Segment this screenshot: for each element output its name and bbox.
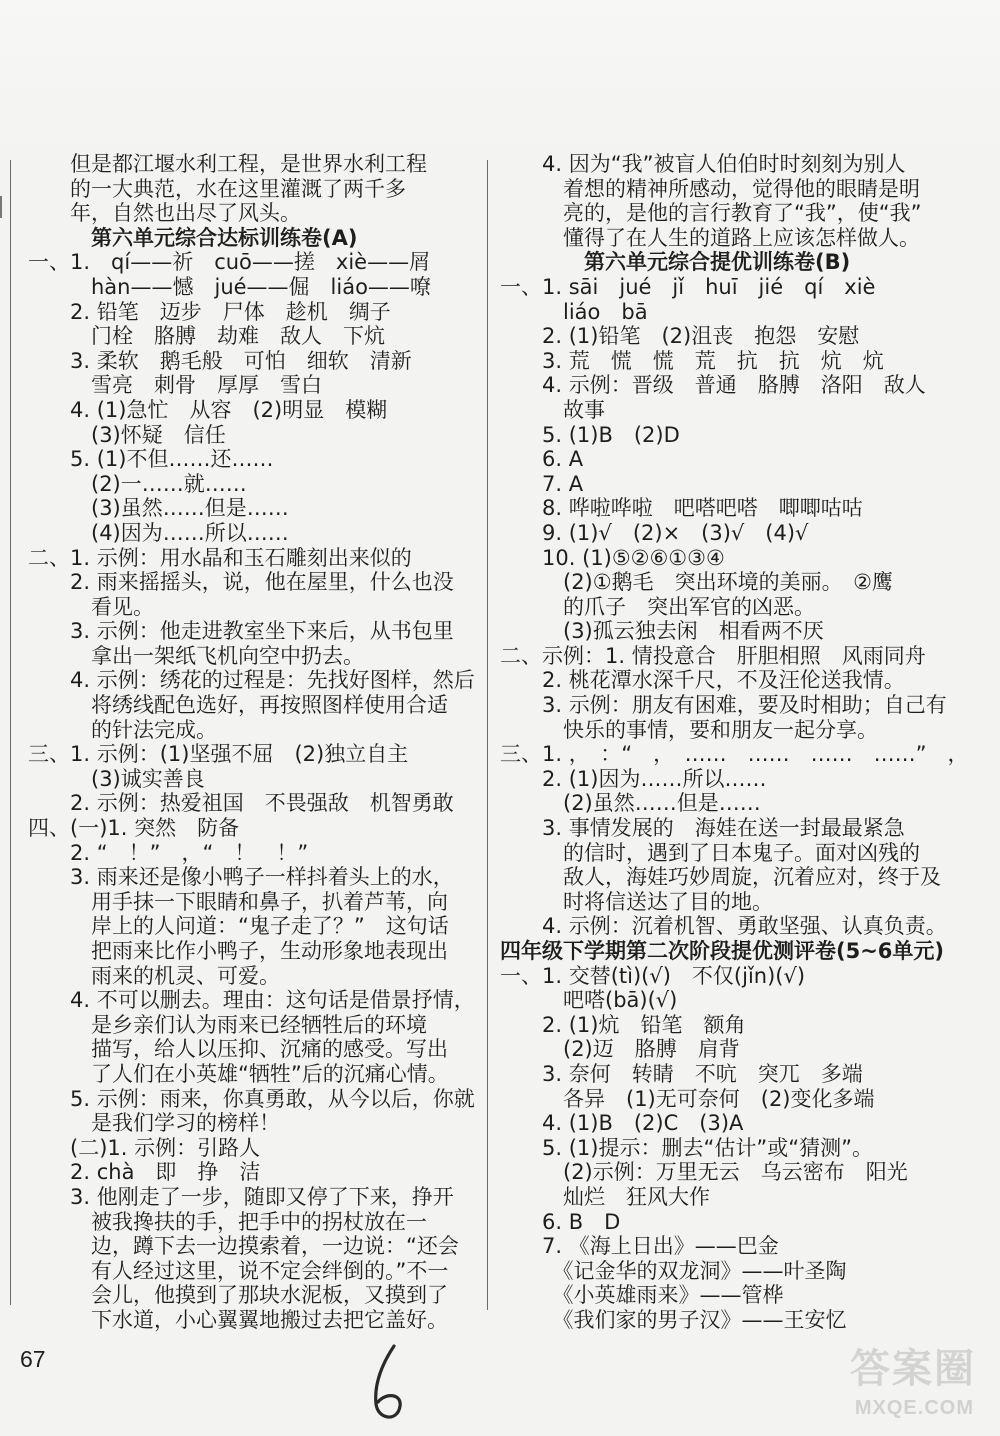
text-line: 岸上的人问道：“鬼子走了？” 这句话	[28, 914, 449, 939]
watermark	[792, 1336, 982, 1426]
text-line: 《小英雄雨来》——管桦	[500, 1283, 784, 1308]
text-line: 了人们在小英雄“牺牲”后的沉痛心情。	[28, 1061, 449, 1086]
text-line: 门栓 胳膊 劫难 敌人 下炕	[28, 324, 385, 349]
text-line: 三、1. ， ：“ ， …… …… …… ……” ，	[500, 742, 969, 767]
text-line: 亮的，是他的言行教育了“我”，使“我”	[500, 201, 922, 226]
text-line: 吧嗒(bā)(√)	[500, 988, 678, 1013]
text-line: 用手抹一下眼睛和鼻子，扒着芦苇，向	[28, 889, 448, 914]
text-line: 2. “ ！” ，“ ！ ！”	[28, 840, 309, 865]
text-line: 4. (1)急忙 从容 (2)明显 模糊	[28, 397, 388, 422]
text-line: 3. 柔软 鹅毛般 可怕 细软 清新	[28, 348, 412, 373]
text-line: hàn——憾 jué——倔 liáo——嘹	[28, 274, 431, 299]
text-line: 2. 示例：热爱祖国 不畏强敌 机智勇敢	[28, 791, 454, 816]
text-line: 5. (1)不但……还……	[28, 447, 274, 472]
watermark-url: MXQE.COM	[854, 1397, 974, 1419]
text-line: liáo bā	[500, 299, 648, 324]
text-line: (二)1. 示例：引路人	[28, 1135, 261, 1160]
text-line: 把雨来比作小鸭子，生动形象地表现出	[28, 939, 448, 963]
text-line: 4. 因为“我”被盲人伯伯时时刻刻为别人	[500, 152, 906, 176]
text-line: 故事	[500, 397, 605, 422]
text-line: 三、1. 示例：(1)坚强不屈 (2)独立自主	[28, 742, 409, 767]
text-line: 是乡亲们认为雨来已经牺牲后的环境	[28, 1012, 427, 1037]
text-line: 2. (1)铅笔 (2)沮丧 抱怨 安慰	[500, 324, 860, 349]
binding-edge-mark	[0, 196, 7, 218]
text-line: (3)怀疑 信任	[28, 422, 226, 447]
text-line: 《记金华的双龙洞》——叶圣陶	[500, 1258, 847, 1283]
text-line: 3. 示例：朋友有困难，要及时相助；自己有	[500, 693, 947, 718]
text-line: 9. (1)√ (2)× (3)√ (4)√	[500, 520, 809, 545]
text-line: 2. 雨来摇摇头，说，他在屋里，什么也没	[28, 570, 454, 595]
text-line: 会儿，他摸到了那块水泥板，又摸到了	[28, 1283, 448, 1308]
text-line: 4. 示例：晋级 普通 胳膊 洛阳 敌人	[500, 373, 926, 398]
text-line: 的爪子 突出军官的凶恶。	[500, 594, 815, 619]
text-line: 2. 桃花潭水深千尺，不及汪伦送我情。	[500, 668, 905, 693]
text-line: 是我们学习的榜样！	[28, 1111, 280, 1136]
text-line: 2. (1)炕 铅笔 额角	[500, 1012, 746, 1037]
text-line: 敌人，海娃巧妙周旋，沉着应对，终于及	[500, 865, 941, 890]
text-line: 描写，给人以压抑、沉痛的感受。写出	[28, 1037, 448, 1062]
text-line: 拿出一架纸飞机向空中扔去。	[28, 643, 364, 668]
text-line: 一、1. 交替(tì)(√) 不仅(jǐn)(√)	[500, 963, 806, 988]
text-line: 有人经过这里，说不定会绊倒的。”不一	[28, 1258, 449, 1283]
handwritten-six-mark	[360, 1340, 420, 1430]
text-line: 8. 哗啦哗啦 吧嗒吧嗒 唧唧咕咕	[500, 496, 863, 521]
text-line: (2)虽然……但是……	[500, 791, 761, 816]
text-line: 四、(一)1. 突然 防备	[28, 816, 240, 841]
text-line: 的针法完成。	[28, 717, 217, 742]
right-column	[500, 152, 969, 1332]
text-line: 4. 示例：沉着机智、勇敢坚强、认真负责。	[500, 914, 947, 939]
text-line: 下水道，小心翼翼地搬过去把它盖好。	[28, 1307, 448, 1332]
text-line: 3. 雨来还是像小鸭子一样抖着头上的水，	[28, 865, 454, 890]
text-line: 6. A	[500, 447, 584, 472]
text-line: (3)虽然……但是……	[28, 496, 289, 521]
left-margin-rule	[10, 160, 11, 1305]
text-line: 雪亮 刺骨 厚厚 雪白	[28, 373, 322, 398]
scan-blank-top	[0, 0, 1000, 150]
text-line: 各异 (1)无可奈何 (2)变化多端	[500, 1086, 875, 1111]
text-line: 4. 不可以删去。理由：这句话是借景抒情，	[28, 988, 475, 1013]
watermark-text: 答案圈	[850, 1346, 976, 1392]
text-line: 边，蹲下去一边摸索着，一边说：“还会	[28, 1234, 459, 1259]
text-line: 的信时，遇到了日本鬼子。面对凶残的	[500, 840, 920, 865]
section-heading: 第六单元综合达标训练卷(A)	[28, 225, 358, 250]
text-line: 懂得了在人生的道路上应该怎样做人。	[500, 225, 920, 250]
text-line: 将绣线配色选好，再按照图样使用合适	[28, 693, 448, 718]
text-line: 4. 示例：绣花的过程是：先找好图样，然后	[28, 668, 475, 693]
text-line: (3)诚实善良	[28, 766, 205, 791]
column-divider	[487, 160, 488, 1310]
section-heading: 第六单元综合提优训练卷(B)	[500, 250, 851, 275]
text-line: (2)一……就……	[28, 471, 247, 496]
text-line: 7. A	[500, 471, 584, 496]
page-number: 67	[20, 1346, 46, 1372]
left-column	[28, 152, 476, 1332]
text-line: 《我们家的男子汉》——王安忆	[500, 1307, 847, 1332]
text-line: 一、1. sāi jué jǐ huī jié qí xiè	[500, 274, 876, 299]
text-line: 二、1. 示例：用水晶和玉石雕刻出来似的	[28, 545, 412, 570]
text-line: 着想的精神所感动，觉得他的眼睛是明	[500, 176, 920, 201]
text-line: 被我搀扶的手，把手中的拐杖放在一	[28, 1209, 427, 1234]
text-line: 雨来的机灵、可爱。	[28, 963, 280, 988]
text-line: 看见。	[28, 594, 154, 619]
text-line: 3. 奈何 转睛 不吭 突兀 多端	[500, 1061, 863, 1086]
text-line: 但是都江堰水利工程，是世界水利工程	[28, 152, 427, 176]
text-line: 5. (1)提示：删去“估计”或“猜测”。	[500, 1135, 873, 1160]
text-line: 快乐的事情，要和朋友一起分享。	[500, 717, 878, 742]
text-line: (4)因为……所以……	[28, 520, 289, 545]
text-line: 3. 示例：他走进教室坐下来后，从书包里	[28, 619, 454, 644]
text-line: 5. (1)B (2)D	[500, 422, 680, 447]
text-line: 灿烂 狂风大作	[500, 1184, 710, 1209]
section-heading: 四年级下学期第二次阶段提优测评卷(5~6单元)	[500, 939, 945, 963]
text-line: 3. 荒 慌 慌 荒 抗 抗 炕 炕	[500, 348, 884, 373]
text-line: 5. 示例：雨来，你真勇敢，从今以后，你就	[28, 1086, 475, 1111]
text-line: 2. chà 即 挣 洁	[28, 1160, 261, 1185]
text-line: 2. 铅笔 迈步 尸体 趁机 绸子	[28, 299, 391, 324]
text-line: (2)①鹅毛 突出环境的美丽。 ②鹰	[500, 570, 893, 595]
text-line: (2)迈 胳膊 肩背	[500, 1037, 740, 1062]
text-line: 7. 《海上日出》——巴金	[500, 1234, 779, 1259]
text-line: 的一大典范，水在这里灌溉了两千多	[28, 176, 406, 201]
text-line: 3. 事情发展的 海娃在送一封最最紧急	[500, 816, 905, 841]
text-line: (3)孤云独去闲 相看两不厌	[500, 619, 824, 644]
text-line: 年，自然也出尽了风头。	[28, 201, 301, 226]
text-line: 2. (1)因为……所以……	[500, 766, 767, 791]
text-line: 二、示例：1. 情投意合 肝胆相照 风雨同舟	[500, 643, 926, 668]
text-line: 一、1. qí——祈 cuō——搓 xiè——屑	[28, 250, 431, 275]
text-line: 6. B D	[500, 1209, 621, 1234]
text-line: 时将信送达了目的地。	[500, 889, 773, 914]
text-line: 10. (1)⑤②⑥①③④	[500, 545, 725, 570]
text-line: 4. (1)B (2)C (3)A	[500, 1111, 744, 1136]
text-line: 3. 他刚走了一步，随即又停了下来，挣开	[28, 1184, 454, 1209]
text-line: (2)示例：万里无云 乌云密布 阳光	[500, 1160, 908, 1185]
